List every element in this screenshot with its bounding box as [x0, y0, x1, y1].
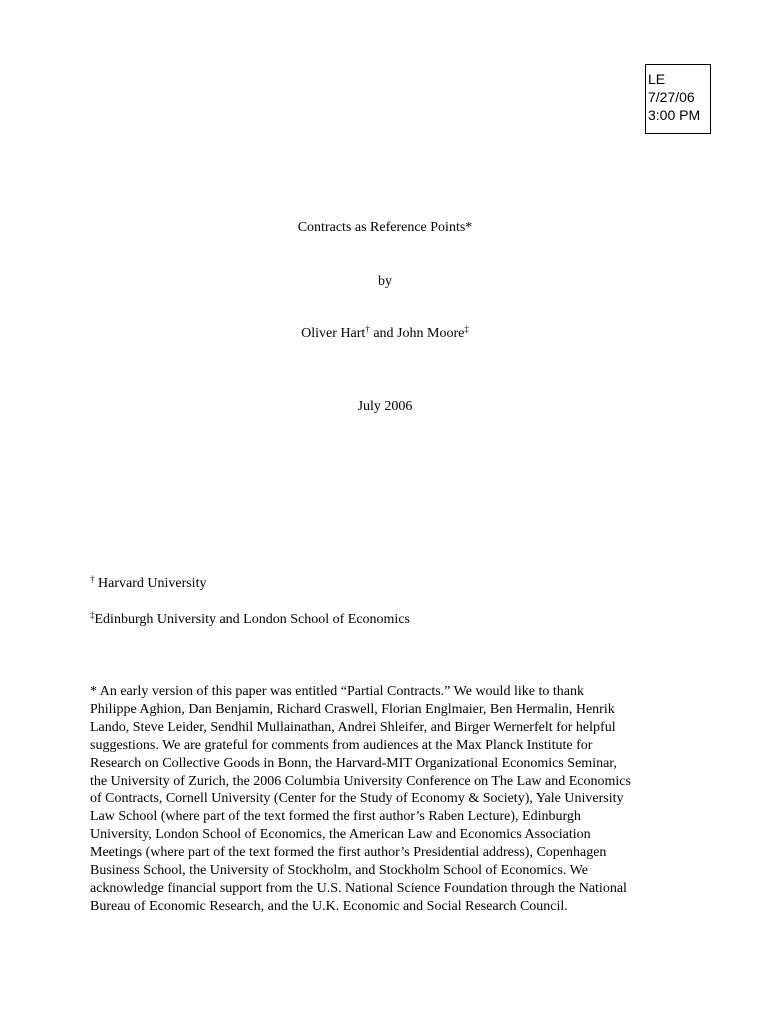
paper-date: July 2006 [357, 399, 413, 414]
footnote-line: * An early version of this paper was entitled “Partial Contracts.” We would like to thank [90, 684, 584, 699]
affiliation-text: Edinburgh University and London School of Economics [94, 612, 410, 627]
footnote-line: Meetings (where part of the text formed the first author’s Presidential address), Copenhagen [90, 845, 607, 861]
footnote-line: University, London School of Economics, the American Law and Economics Association [90, 827, 591, 843]
footnote-line: Law School (where part of the text formed the first author’s Raben Lecture), Edinburgh [90, 809, 581, 825]
footnote-line: Bureau of Economic Research, and the U.K. Economic and Social Research Council. [90, 898, 568, 914]
footnote-line: Business School, the University of Stockholm, and Stockholm School of Economics. We [90, 863, 588, 879]
affiliation-mark: ‡ [90, 610, 95, 620]
footnote-line: Lando, Steve Leider, Sendhil Mullainathan, Andrei Shleifer, and Birger Wernerfelt for helpful [90, 719, 616, 735]
double-dagger-mark: ‡ [464, 324, 469, 334]
date-stamp-box [645, 64, 711, 134]
footnote-line: Philippe Aghion, Dan Benjamin, Richard Craswell, Florian Englmaier, Ben Hermalin, Henrik [90, 701, 615, 717]
author-john-moore: and John Moore [373, 326, 465, 341]
affiliation-text: Harvard University [98, 576, 207, 591]
affiliation-edinburgh-lse [90, 611, 410, 629]
footnote-line: of Contracts, Cornell University (Center for the Study of Economy & Society), Yale University [90, 791, 624, 807]
footnote-line: the University of Zurich, the 2006 Columbia University Conference on The Law and Economics [90, 773, 631, 789]
stamp-date: 7/27/06 [648, 89, 695, 105]
affiliation-mark: † [90, 574, 95, 584]
paper-title: Contracts as Reference Points* [297, 220, 473, 235]
author-line [0, 325, 770, 343]
footnote-line: acknowledge financial support from the U.S. National Science Foundation through the National [90, 880, 627, 896]
footnote-line: suggestions. We are grateful for comments from audiences at the Max Planck Institute for [90, 737, 593, 753]
affiliation-harvard [90, 575, 206, 593]
stamp-time: 3:00 PM [648, 107, 701, 123]
acknowledgements-footnote [90, 683, 690, 916]
footnote-line: Research on Collective Goods in Bonn, the Harvard-MIT Organizational Economics Seminar, [90, 755, 617, 771]
byline: by [378, 274, 392, 289]
author-oliver-hart: Oliver Hart [301, 326, 366, 341]
stamp-initials: LE [648, 71, 666, 87]
dagger-mark: † [365, 324, 370, 334]
